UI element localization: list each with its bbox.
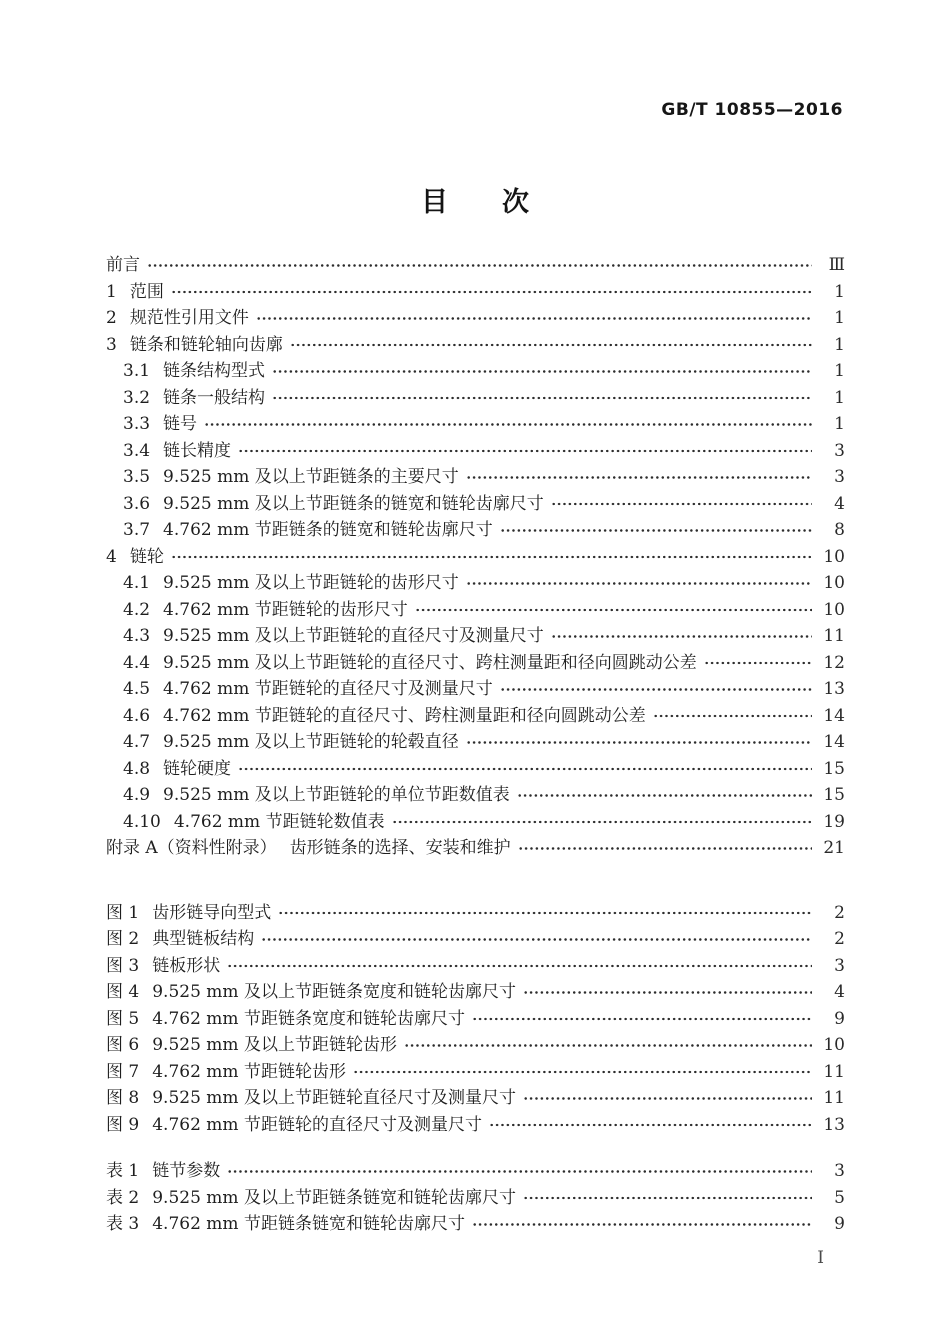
toc-entry-number: 图 7 <box>106 1061 140 1082</box>
toc-entry-number: 4.1 <box>123 573 151 593</box>
dot-leader <box>238 438 812 465</box>
toc-entry-number: 3.1 <box>123 361 151 381</box>
dot-leader <box>466 570 812 597</box>
toc-entry-label: 规范性引用文件 <box>129 308 249 328</box>
toc-entry-label: 链节参数 <box>152 1161 221 1181</box>
toc-entry-label: 9.525 mm 及以上节距链条的链宽和链轮齿廓尺寸 <box>163 493 544 514</box>
dot-leader <box>272 385 812 412</box>
dot-leader <box>290 332 812 359</box>
toc-entry <box>106 729 845 756</box>
toc-entry-number: 图 2 <box>106 929 140 949</box>
dot-leader <box>392 809 812 836</box>
toc-entry-page: 9 <box>834 1214 845 1234</box>
toc-entry <box>106 332 845 359</box>
toc-entry-label: 4.762 mm 节距链轮数值表 <box>173 811 385 832</box>
toc-entry <box>106 252 845 279</box>
dot-leader <box>500 517 812 544</box>
toc-entry-number: 3.2 <box>123 387 151 408</box>
dot-leader <box>204 411 812 438</box>
toc-entry <box>106 1211 845 1238</box>
toc-entry-page: 5 <box>834 1187 845 1208</box>
toc-entry-page: 14 <box>823 732 845 752</box>
toc-entry-label: 4.762 mm 节距链轮的齿形尺寸 <box>163 599 408 620</box>
toc-entry-number: 3.5 <box>123 467 151 487</box>
toc-entry-label: 典型链板结构 <box>152 929 255 949</box>
toc-entry-page: 10 <box>823 573 845 593</box>
toc-entry-page: Ⅲ <box>828 255 845 275</box>
toc-entry-page: 3 <box>834 467 845 487</box>
toc-entry-number: 附录 A（资料性附录） <box>106 838 277 858</box>
toc-entry-number: 4.7 <box>123 732 151 752</box>
toc-entry-label: 9.525 mm 及以上节距链条的主要尺寸 <box>163 467 459 487</box>
toc-entry-label: 4.762 mm 节距链轮的直径尺寸及测量尺寸 <box>152 1114 482 1135</box>
dot-leader <box>261 926 812 953</box>
toc-entry-label: 链条结构型式 <box>163 361 266 381</box>
toc-entry <box>106 517 845 544</box>
toc-entry-page: 2 <box>834 929 845 949</box>
toc-entry-label: 9.525 mm 及以上节距链轮的直径尺寸、跨柱测量距和径向圆跳动公差 <box>163 652 697 673</box>
toc-entry-number: 图 6 <box>106 1035 140 1055</box>
dot-leader <box>704 650 812 677</box>
toc-entry-number: 3.3 <box>123 414 151 434</box>
toc-entry-page: 1 <box>834 334 845 355</box>
dot-leader <box>353 1059 812 1086</box>
toc-entry-label: 链轮硬度 <box>163 758 232 779</box>
toc-entry <box>106 279 845 306</box>
toc-entry-page: 8 <box>834 520 845 540</box>
toc-entry <box>106 979 845 1006</box>
dot-leader <box>171 544 812 571</box>
toc-entry-page: 19 <box>823 811 845 832</box>
dot-leader <box>472 1211 812 1238</box>
toc-entry-page: 4 <box>834 982 845 1002</box>
dot-leader <box>523 1085 812 1112</box>
dot-leader <box>653 703 812 730</box>
dot-leader <box>272 358 812 385</box>
dot-leader <box>523 979 812 1006</box>
toc-entry-label: 齿形链导向型式 <box>152 902 272 923</box>
dot-leader <box>523 1185 812 1212</box>
toc-entry-number: 4.2 <box>123 599 151 620</box>
toc-entry-label: 链条一般结构 <box>163 387 266 408</box>
toc-entry-page: 13 <box>823 679 845 699</box>
toc-entry <box>106 570 845 597</box>
toc-entry <box>106 1112 845 1139</box>
toc-entry-label: 4.762 mm 节距链轮的直径尺寸、跨柱测量距和径向圆跳动公差 <box>163 705 646 726</box>
toc-entry-number: 3 <box>106 334 117 355</box>
toc-entry-label: 齿形链条的选择、安装和维护 <box>289 838 511 858</box>
toc-entry-label: 链板形状 <box>152 955 221 976</box>
dot-leader <box>517 782 812 809</box>
toc-entry <box>106 305 845 332</box>
toc-entry <box>106 358 845 385</box>
toc-entry-number: 3.6 <box>123 493 151 514</box>
dot-leader <box>404 1032 812 1059</box>
dot-leader <box>227 953 812 980</box>
toc-entry-page: 12 <box>823 652 845 673</box>
toc-entry-label: 前言 <box>106 255 140 275</box>
toc-entry-number: 表 3 <box>106 1214 140 1234</box>
toc-entry-number: 4.5 <box>123 679 151 699</box>
toc-entry-number: 4.6 <box>123 705 151 726</box>
toc-entry-page: 13 <box>823 1114 845 1135</box>
toc-entry <box>106 491 845 518</box>
toc-entry-page: 1 <box>834 281 845 302</box>
toc-entry-number: 4.8 <box>123 758 151 779</box>
toc-entry <box>106 953 845 980</box>
toc-entry-number: 3.7 <box>123 520 151 540</box>
toc-entry-label: 9.525 mm 及以上节距链条宽度和链轮齿廓尺寸 <box>152 982 516 1002</box>
toc-entry-number: 4 <box>106 546 117 567</box>
dot-leader <box>551 623 812 650</box>
toc-entry-page: 21 <box>823 838 845 858</box>
toc-entry-label: 9.525 mm 及以上节距链轮的齿形尺寸 <box>163 573 459 593</box>
toc-entry-label: 4.762 mm 节距链条宽度和链轮齿廓尺寸 <box>152 1008 465 1029</box>
dot-leader <box>551 491 812 518</box>
dot-leader <box>489 1112 812 1139</box>
toc-entry <box>106 756 845 783</box>
toc-entry-page: 11 <box>823 1088 845 1108</box>
toc-entry-page: 1 <box>834 361 845 381</box>
toc-entry-number: 图 5 <box>106 1008 140 1029</box>
toc-entry-number: 图 1 <box>106 902 140 923</box>
toc-entry-number: 图 9 <box>106 1114 140 1135</box>
dot-leader <box>278 900 812 927</box>
toc-entry-page: 14 <box>823 705 845 726</box>
toc-entry <box>106 1158 845 1185</box>
toc-entry-number: 4.10 <box>123 811 161 832</box>
toc-entry-page: 11 <box>823 1061 845 1082</box>
toc-entry-page: 3 <box>834 1161 845 1181</box>
toc-entry <box>106 900 845 927</box>
toc-entry <box>106 411 845 438</box>
page-number: Ⅰ <box>817 1248 824 1268</box>
toc-entry-page: 3 <box>834 440 845 461</box>
toc-entry-label: 链号 <box>163 414 198 434</box>
toc-entry <box>106 1085 845 1112</box>
toc-entry-label: 链条和链轮轴向齿廓 <box>129 334 283 355</box>
toc-entry <box>106 650 845 677</box>
toc-main-section <box>106 252 845 862</box>
toc-entry-page: 4 <box>834 493 845 514</box>
toc-entry-number: 图 8 <box>106 1088 140 1108</box>
toc-entry-page: 15 <box>823 785 845 805</box>
toc-entry <box>106 809 845 836</box>
toc-entry-number: 表 1 <box>106 1161 140 1181</box>
dot-leader <box>171 279 812 306</box>
toc-entry-page: 1 <box>834 414 845 434</box>
toc-figures-section <box>106 900 845 1139</box>
toc-entry-number: 1 <box>106 281 117 302</box>
toc-entry-page: 10 <box>823 1035 845 1055</box>
standard-number: GB/T 10855—2016 <box>661 100 843 120</box>
dot-leader <box>415 597 812 624</box>
toc-entry-page: 10 <box>823 546 845 567</box>
toc-entry-number: 3.4 <box>123 440 151 461</box>
toc-entry <box>106 1059 845 1086</box>
toc-entry <box>106 385 845 412</box>
toc-entry-number: 2 <box>106 308 117 328</box>
toc-entry-page: 1 <box>834 308 845 328</box>
toc-entry-label: 9.525 mm 及以上节距链轮的轮毂直径 <box>163 732 459 752</box>
toc-entry-label: 4.762 mm 节距链条链宽和链轮齿廓尺寸 <box>152 1214 465 1234</box>
toc-entry <box>106 438 845 465</box>
toc-entry-page: 3 <box>834 955 845 976</box>
toc-entry-label: 4.762 mm 节距链轮齿形 <box>152 1061 346 1082</box>
toc-entry-page: 2 <box>834 902 845 923</box>
toc-entry-label: 9.525 mm 及以上节距链轮齿形 <box>152 1035 397 1055</box>
toc-entry-page: 11 <box>823 626 845 646</box>
toc-entry-page: 1 <box>834 387 845 408</box>
dot-leader <box>147 252 812 279</box>
toc-entry-number: 4.4 <box>123 652 151 673</box>
page-title: 目 次 <box>421 187 529 218</box>
toc-entry-page: 9 <box>834 1008 845 1029</box>
toc-entry-number: 4.9 <box>123 785 151 805</box>
toc-entry <box>106 835 845 862</box>
toc-entry <box>106 782 845 809</box>
toc-entry-label: 4.762 mm 节距链条的链宽和链轮齿廓尺寸 <box>163 520 493 540</box>
toc-entry <box>106 544 845 571</box>
toc-entry-label: 4.762 mm 节距链轮的直径尺寸及测量尺寸 <box>163 679 493 699</box>
toc-entry-label: 9.525 mm 及以上节距链条链宽和链轮齿廓尺寸 <box>152 1187 516 1208</box>
toc-entry <box>106 464 845 491</box>
toc-entry-label: 链轮 <box>129 546 164 567</box>
dot-leader <box>500 676 812 703</box>
dot-leader <box>238 756 812 783</box>
toc-entry-page: 15 <box>823 758 845 779</box>
toc-tables-section <box>106 1158 845 1238</box>
toc-entry <box>106 703 845 730</box>
dot-leader <box>256 305 812 332</box>
toc-entry-label: 9.525 mm 及以上节距链轮的直径尺寸及测量尺寸 <box>163 626 544 646</box>
toc-entry-label: 链长精度 <box>163 440 232 461</box>
toc-entry <box>106 1006 845 1033</box>
dot-leader <box>472 1006 812 1033</box>
dot-leader <box>227 1158 812 1185</box>
dot-leader <box>466 729 812 756</box>
toc-entry-label: 范围 <box>129 281 164 302</box>
toc-entry-number: 4.3 <box>123 626 151 646</box>
dot-leader <box>518 835 812 862</box>
toc-entry-label: 9.525 mm 及以上节距链轮的单位节距数值表 <box>163 785 510 805</box>
toc-entry <box>106 1032 845 1059</box>
toc-entry <box>106 676 845 703</box>
toc-entry-label: 9.525 mm 及以上节距链轮直径尺寸及测量尺寸 <box>152 1088 516 1108</box>
toc-entry <box>106 597 845 624</box>
toc-entry <box>106 926 845 953</box>
dot-leader <box>466 464 812 491</box>
table-of-contents <box>106 252 845 1238</box>
toc-entry-number: 图 4 <box>106 982 140 1002</box>
toc-entry-number: 表 2 <box>106 1187 140 1208</box>
toc-entry-page: 10 <box>823 599 845 620</box>
toc-entry-number: 图 3 <box>106 955 140 976</box>
toc-entry <box>106 623 845 650</box>
toc-entry <box>106 1185 845 1212</box>
